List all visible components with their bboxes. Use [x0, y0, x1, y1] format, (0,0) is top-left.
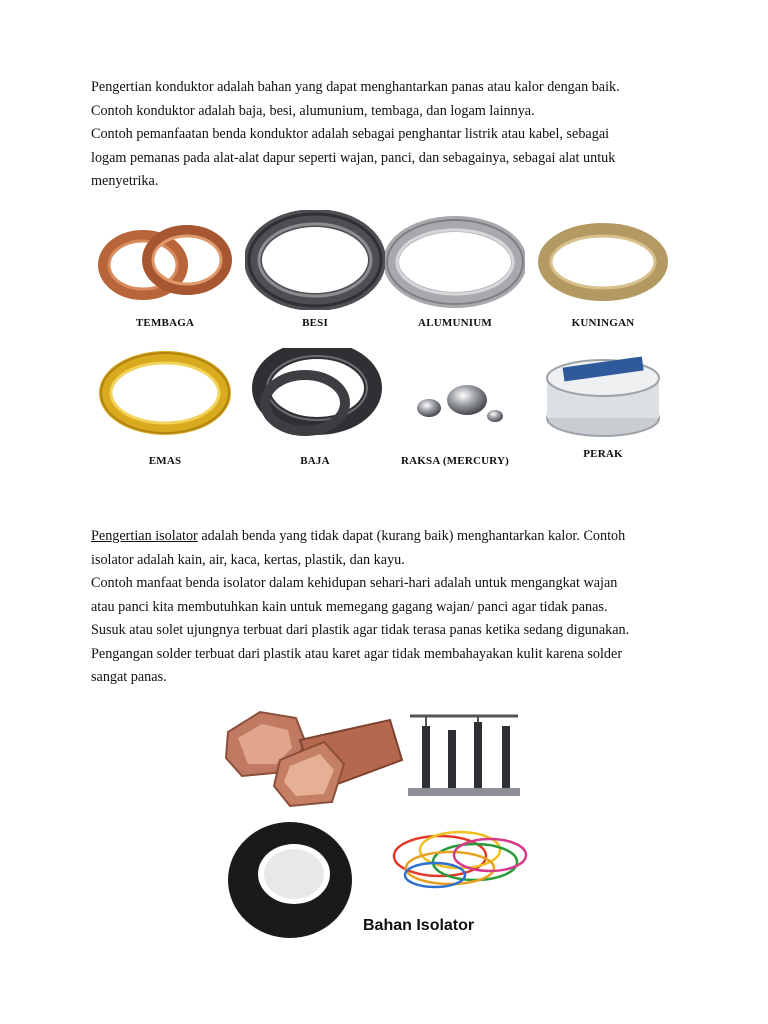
wood-logs-image [226, 712, 402, 806]
text-line: Susuk atau solet ujungnya terbuat dari plastik agar tidak terasa panas ketika sedang digunakan. [91, 622, 630, 638]
tembaga-wire-image [95, 210, 235, 340]
caption: KUNINGAN [571, 317, 635, 329]
caption: ALUMUNIUM [418, 317, 492, 329]
text-line: Pengangan solder terbuat dari plastik atau karet agar tidak membahayakan kulit karena solder [91, 645, 623, 662]
kuningan-wire-image [533, 210, 673, 340]
caption: EMAS [148, 455, 182, 467]
isolator-link[interactable]: Pengertian isolator [91, 528, 198, 544]
text-fragment: adalah benda yang tidak dapat (kurang baik) menghantarkan kalor. Contoh [197, 528, 626, 544]
caption: BESI [302, 317, 328, 329]
text-line: Contoh konduktor adalah baja, besi, alumunium, tembaga, dan logam lainnya. [91, 102, 535, 119]
conductor-image-grid [95, 210, 675, 480]
konduktor-paragraph [91, 76, 681, 194]
isolator-paragraph [91, 525, 681, 690]
high-voltage-insulator-image [408, 716, 520, 796]
caption: PERAK [583, 448, 623, 460]
text-line: isolator adalah kain, air, kaca, kertas, plastik, dan kayu. [91, 551, 405, 568]
alumunium-wire-image [385, 210, 525, 340]
rubber-bands-image [394, 832, 526, 887]
perak-wire-spool-image [533, 348, 673, 478]
text-line: logam pemanas pada alat-alat dapur seperti wajan, panci, dan sebagainya, sebagai alat untuk [91, 149, 616, 166]
text-line: Pengertian konduktor adalah bahan yang dapat menghantarkan panas atau kalor dengan baik. [91, 79, 620, 95]
caption: BAJA [300, 455, 330, 467]
isolator-collage-image [220, 700, 550, 945]
text-line: sangat panas. [91, 669, 167, 685]
text-line: atau panci kita membutuhkan kain untuk memegang gagang wajan/ panci agar tidak panas. [91, 598, 608, 615]
baja-wire-image [245, 348, 385, 478]
emas-wire-image [95, 348, 235, 478]
text-line [91, 525, 681, 549]
text-line: Contoh pemanfaatan benda konduktor adalah sebagai penghantar listrik atau kabel, sebagai [91, 126, 610, 142]
caption: TEMBAGA [135, 317, 195, 329]
text-line: menyetrika. [91, 173, 159, 189]
isolator-caption: Bahan Isolator [363, 917, 475, 934]
caption: RAKSA (MERCURY) [400, 455, 510, 467]
text-line: Contoh manfaat benda isolator dalam kehidupan sehari-hari adalah untuk mengangkat wajan [91, 575, 618, 591]
insulation-tape-image [228, 822, 352, 938]
besi-wire-image [245, 210, 385, 340]
raksa-mercury-image [385, 348, 525, 478]
